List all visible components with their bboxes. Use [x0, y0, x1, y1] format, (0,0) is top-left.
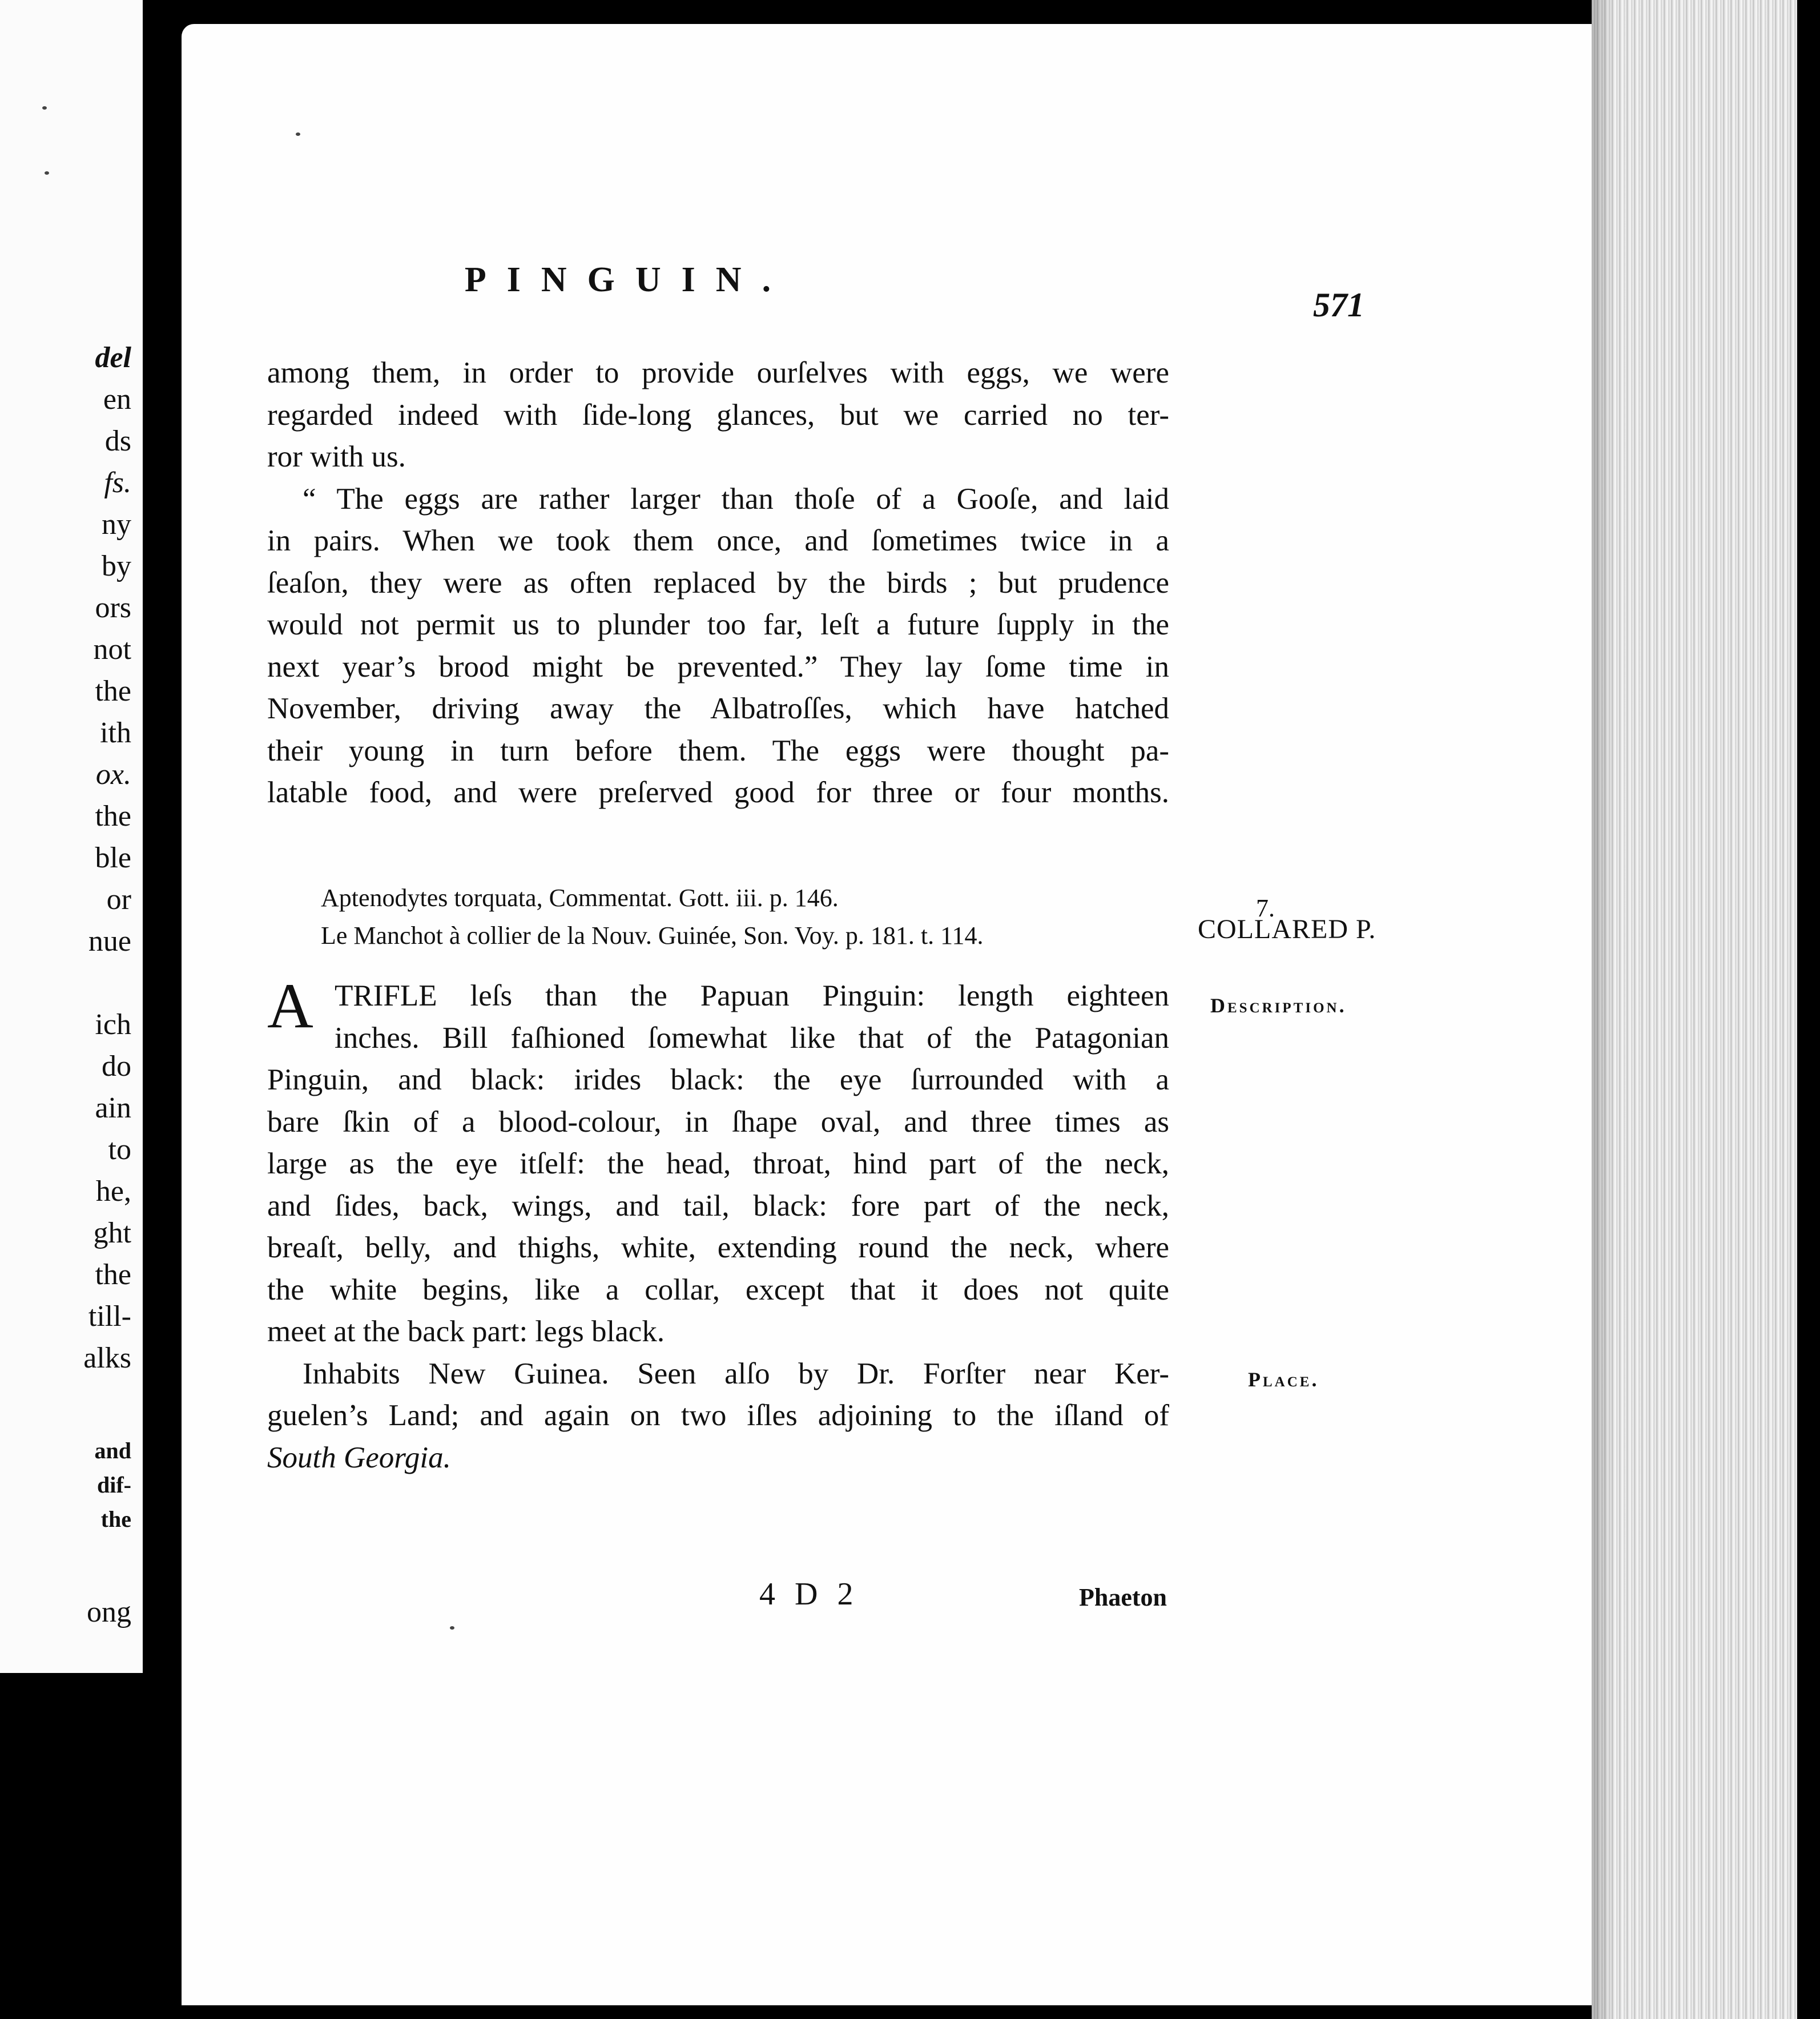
facing-page-fragment [0, 0, 143, 1673]
facing-line-end: the [95, 675, 131, 707]
facing-line-end: nue [88, 925, 131, 958]
text-line: and ſides, back, wings, and tail, black: fore part of the neck, [267, 1189, 1169, 1222]
facing-line-end: ny [102, 508, 131, 541]
facing-line-gap [83, 962, 131, 1004]
text-line: regarded indeed with ſide-long glances, but we carried no ter- [267, 398, 1169, 432]
species-description [267, 971, 1169, 1479]
text-line: inches. Bill faſhioned ſomewhat like that of the Patagonian [335, 1021, 1169, 1055]
facing-line-end: alks [83, 1342, 131, 1374]
text-line: guelen’s Land; and again on two iſles adjoining to the iſland of [267, 1399, 1169, 1432]
text-line: among them, in order to provide ourſelves with eggs, we were [267, 356, 1169, 389]
facing-line-end: and [94, 1438, 131, 1463]
facing-line-end: he, [95, 1175, 131, 1208]
facing-line-end: till- [88, 1300, 131, 1333]
synonym-line: Le Manchot à collier de la Nouv. Guinée, Son. Voy. p. 181. t. 114. [321, 922, 984, 950]
text-line: would not permit us to plunder too far, leſt a future ſupply in the [267, 608, 1169, 641]
facing-line-end: not [93, 633, 131, 666]
facing-line-end: ich [95, 1008, 131, 1041]
facing-line-end: ox. [95, 758, 131, 791]
text-line: next year’s brood might be prevented.” They lay ſome time in [267, 650, 1169, 683]
ink-speck [45, 171, 49, 175]
facing-line-spacer [83, 1379, 131, 1434]
drop-capital: A [267, 971, 313, 1041]
text-line: South Georgia. [267, 1441, 451, 1474]
facing-line-end: by [102, 550, 131, 582]
facing-line-end: ong [87, 1596, 131, 1628]
quoted-passage [267, 352, 1169, 814]
facing-page-line-ends [83, 337, 131, 1633]
text-line: the white begins, like a collar, except that it does not quite [267, 1273, 1169, 1306]
text-line: ſeaſon, they were as often replaced by the birds ; but prudence [267, 566, 1169, 600]
book-gutter [143, 0, 177, 2019]
page-edge-shadow [1592, 0, 1614, 2019]
facing-line-end: the [100, 1506, 131, 1532]
description-marginal-label: Description. [1210, 994, 1347, 1017]
species-number: 7. [1256, 894, 1275, 922]
text-line: in pairs. When we took them once, and ſometimes twice in a [267, 524, 1169, 557]
text-line: “ The eggs are rather larger than thoſe of a Gooſe, and laid [303, 482, 1169, 516]
facing-line-end: ith [100, 717, 131, 749]
ink-speck [42, 106, 47, 110]
facing-line-end: dif- [97, 1472, 131, 1498]
running-head: PINGUIN. [464, 260, 792, 299]
text-line: TRIFLE leſs than the Papuan Pinguin: length eighteen [335, 979, 1169, 1012]
text-line: their young in turn before them. The eggs were thought pa- [267, 734, 1169, 767]
facing-line-end: ble [95, 842, 131, 874]
page-block-edge [1592, 0, 1797, 2019]
facing-line-end: ds [104, 425, 131, 457]
synonymy [321, 879, 984, 955]
place-marginal-label: Place. [1248, 1368, 1319, 1391]
text-line: Inhabits New Guinea. Seen alſo by Dr. Forſter near Ker- [303, 1357, 1169, 1390]
species-heading: COLLARED P. [1198, 914, 1376, 944]
text-line: November, driving away the Albatroſſes, which have hatched [267, 692, 1169, 725]
page-number: 571 [1313, 286, 1364, 324]
text-line: large as the eye itſelf: the head, throat, hind part of the neck, [267, 1147, 1169, 1180]
synonym-line: Aptenodytes torquata, Commentat. Gott. iii. p. 146. [321, 884, 839, 912]
text-line: latable food, and were preſerved good for three or four months. [267, 776, 1169, 809]
facing-line-end: ain [95, 1092, 131, 1124]
text-line: meet at the back part: legs black. [267, 1315, 665, 1348]
facing-line-end: ors [95, 592, 131, 624]
facing-line-end: del [95, 341, 131, 374]
facing-line-end: or [106, 883, 131, 916]
text-line: Pinguin, and black: irides black: the eye ſurrounded with a [267, 1063, 1169, 1096]
facing-line-end: to [108, 1133, 131, 1166]
text-line: bare ſkin of a blood-colour, in ſhape oval, and three times as [267, 1105, 1169, 1139]
facing-line-end: ght [93, 1217, 131, 1249]
text-line: breaſt, belly, and thighs, white, extending round the neck, where [267, 1231, 1169, 1264]
signature-mark: 4 D 2 [759, 1576, 859, 1612]
text-line: ror with us. [267, 440, 406, 473]
ink-speck [296, 132, 300, 136]
ink-speck [450, 1626, 454, 1630]
catchword: Phaeton [1079, 1583, 1167, 1611]
facing-line-end: the [95, 800, 131, 832]
facing-line-end: fs. [104, 466, 131, 499]
facing-line-spacer [83, 1537, 131, 1591]
facing-line-end: do [102, 1050, 131, 1083]
facing-line-end: the [95, 1258, 131, 1291]
facing-line-end: en [103, 383, 131, 416]
